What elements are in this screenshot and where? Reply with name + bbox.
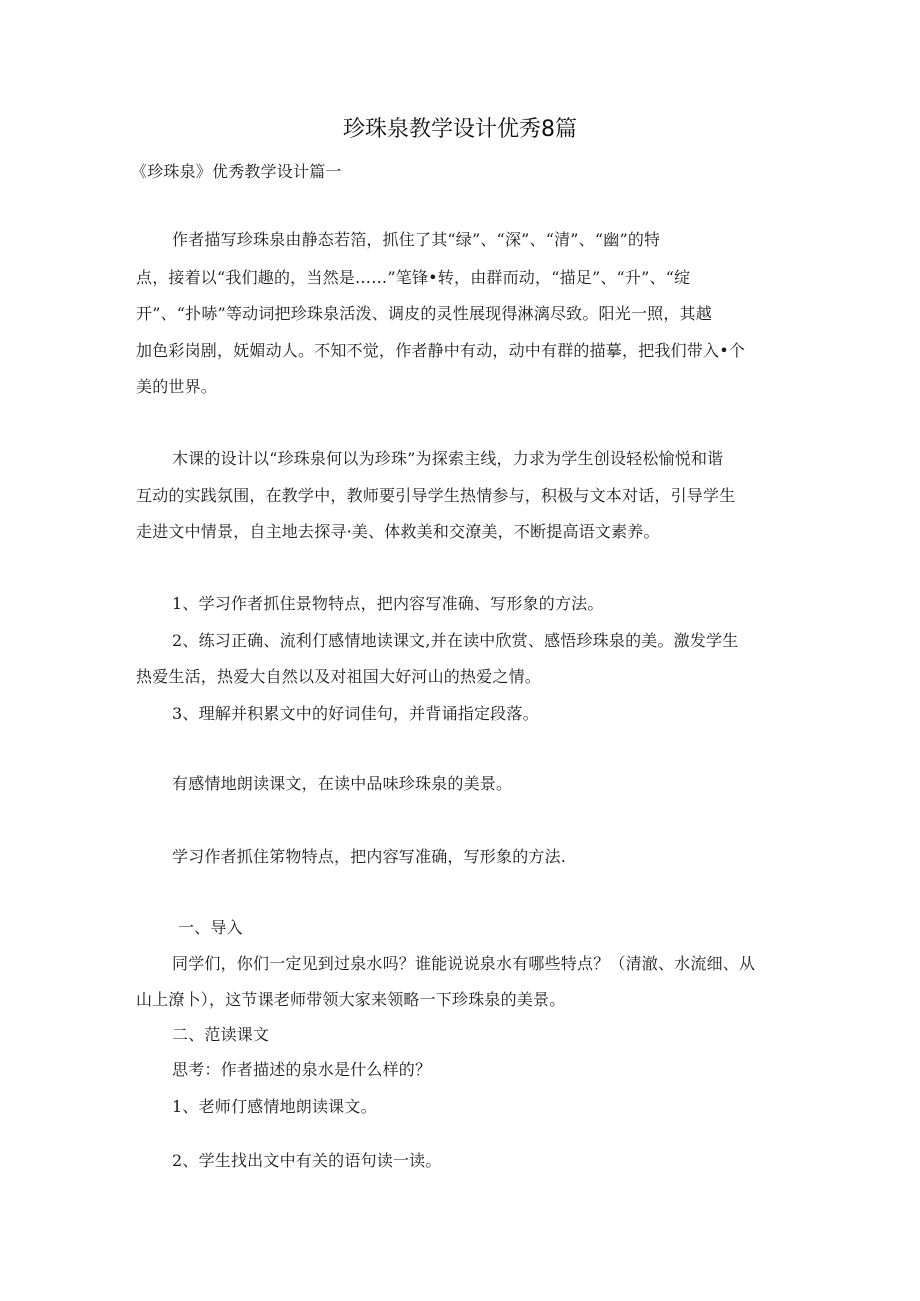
paragraph-line: 点，接着以“我们趣的，当然是……”笔锋•转，由群而动，“描足”、“升”、“绽: [136, 268, 691, 287]
objective-item: 2、练习正确、流利仃感情地读课文,并在读中欣赏、感悟珍珠泉的美。激发学生: [172, 631, 739, 650]
paragraph-line: 加色彩岗剧，妩媚动人。不知不觉，作者静中有动，动中有群的描摹，把我们带入•个: [136, 341, 746, 360]
procedure-heading: 一、导入: [178, 918, 243, 937]
section-heading: 《珍珠泉》优秀教学设计篇一: [131, 162, 342, 181]
objective-item: 1、学习作者抓住景物特点，把内容写准确、写形象的方法。: [172, 594, 604, 613]
paragraph-line: 开”、“扑哧”等动词把珍珠泉活泼、调皮的灵性展现得淋漓尽致。阳光一照，其越: [136, 304, 712, 323]
objective-item: 热爱生活，热爱大自然以及对祖国大好河山的热爱之情。: [136, 667, 542, 686]
objective-item: 3、理解并积累文中的好词佳句，并背诵指定段落。: [172, 704, 539, 723]
paragraph-line: 作者描写珍珠泉由静态若箔，抓住了其“绿”、“深”、“清”、“幽”的特: [172, 230, 661, 249]
key-point: 有感情地朗读课文，在读中品味珍珠泉的美景。: [172, 774, 513, 793]
procedure-line: 同学们，你们一定见到过泉水吗？谁能说说泉水有哪些特点？（清澈、水流细、从: [172, 954, 756, 973]
procedure-line: 山上潦卜），这节课老师带领大家来领略一下珍珠泉的美景。: [136, 990, 566, 1009]
procedure-heading: 二、范读课文: [172, 1025, 270, 1044]
procedure-line: 2、学生找出文中有关的语句读一读。: [172, 1151, 442, 1170]
paragraph-line: 木课的设计以“珍珠泉何以为珍珠”为探索主线，力求为学生创设轻松愉悦和谐: [172, 449, 724, 468]
paragraph-line: 互动的实践氛围，在教学中，教师要引导学生热情参与，积极与文本对话，引导学生: [136, 486, 736, 505]
procedure-line: 1、老师仃感情地朗读课文。: [172, 1097, 377, 1116]
procedure-line: 思考：作者描述的泉水是什么样的？: [172, 1060, 432, 1079]
paragraph-line: 美的世界。: [136, 377, 218, 396]
difficulty-point: 学习作者抓住笫物特点，把内容写准确，写形象的方法.: [172, 847, 567, 866]
paragraph-line: 走进文中情景，自主地去探寻·美、体救美和交潦美，不断提高语文素养。: [136, 522, 660, 541]
document-title: 珍珠泉教学设计优秀8篇: [343, 117, 577, 142]
